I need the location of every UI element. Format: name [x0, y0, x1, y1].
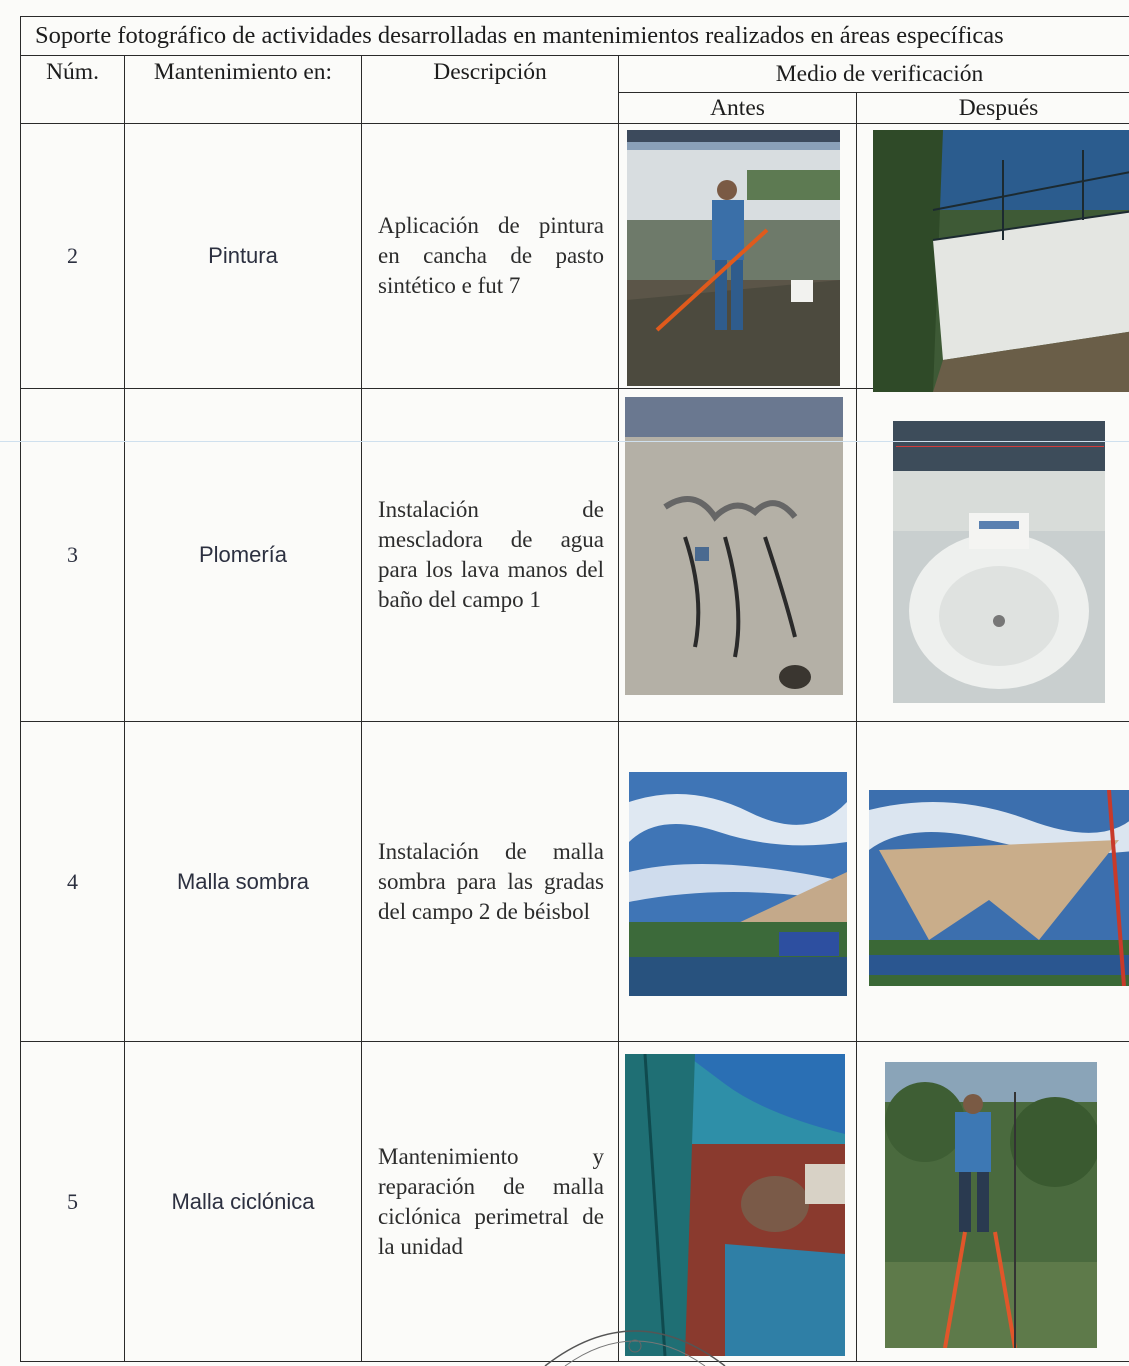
header-verification: Medio de verificación — [619, 56, 1129, 93]
installed-washbasin-photo — [893, 421, 1105, 703]
description-text: Aplicación de pintura en cancha de pasto sintético e fut 7 — [378, 211, 604, 301]
before-photo-cell — [619, 389, 857, 722]
maintenance-type: Pintura — [125, 124, 362, 389]
description-cell — [362, 722, 619, 1042]
row-number: 5 — [21, 1042, 125, 1362]
official-seal-stamp — [535, 1316, 735, 1366]
shade-sail-partial-photo — [629, 772, 847, 996]
description-text: Instalación de malla sombra para las gradas del campo 2 de béisbol — [378, 837, 604, 927]
maintenance-type: Malla sombra — [125, 722, 362, 1042]
description-text: Mantenimiento y reparación de malla ciclónica perimetral de la unidad — [378, 1142, 604, 1262]
before-photo-cell — [619, 124, 857, 389]
worker-on-ladder-photo — [885, 1062, 1097, 1348]
header-row — [21, 56, 1129, 93]
row-number: 3 — [21, 389, 125, 722]
description-cell — [362, 389, 619, 722]
fence-repair-worker-photo — [625, 1054, 845, 1356]
description-cell — [362, 1042, 619, 1362]
maintenance-type: Plomería — [125, 389, 362, 722]
header-before: Antes — [619, 93, 857, 124]
shade-sail-installed-photo — [869, 790, 1129, 986]
table-row — [21, 722, 1129, 1042]
scan-artifact-line — [0, 441, 1129, 442]
document-title: Soporte fotográfico de actividades desarrolladas en mantenimientos realizados en áreas específicas — [21, 17, 1129, 56]
header-num: Núm. — [21, 56, 125, 124]
table-row — [21, 1042, 1129, 1362]
maintenance-type: Malla ciclónica — [125, 1042, 362, 1362]
after-photo-cell — [857, 389, 1129, 722]
table-row — [21, 389, 1129, 722]
table-row — [21, 124, 1129, 389]
after-photo-cell — [857, 1042, 1129, 1362]
header-description: Descripción — [362, 56, 619, 124]
table-title-row — [21, 17, 1129, 56]
description-cell — [362, 124, 619, 389]
row-number: 4 — [21, 722, 125, 1042]
before-photo-cell — [619, 722, 857, 1042]
before-photo-cell — [619, 1042, 857, 1362]
maintenance-photo-table — [20, 16, 1129, 1362]
after-photo-cell — [857, 124, 1129, 389]
scan-artifact-red-line — [896, 446, 1104, 447]
after-photo-cell — [857, 722, 1129, 1042]
description-text: Instalación de mescladora de agua para los lava manos del baño del campo 1 — [378, 495, 604, 615]
worker-painting-wall-photo — [627, 130, 840, 386]
painted-wall-fence-photo — [873, 130, 1129, 392]
header-maintenance: Mantenimiento en: — [125, 56, 362, 124]
header-after: Después — [857, 93, 1129, 124]
row-number: 2 — [21, 124, 125, 389]
